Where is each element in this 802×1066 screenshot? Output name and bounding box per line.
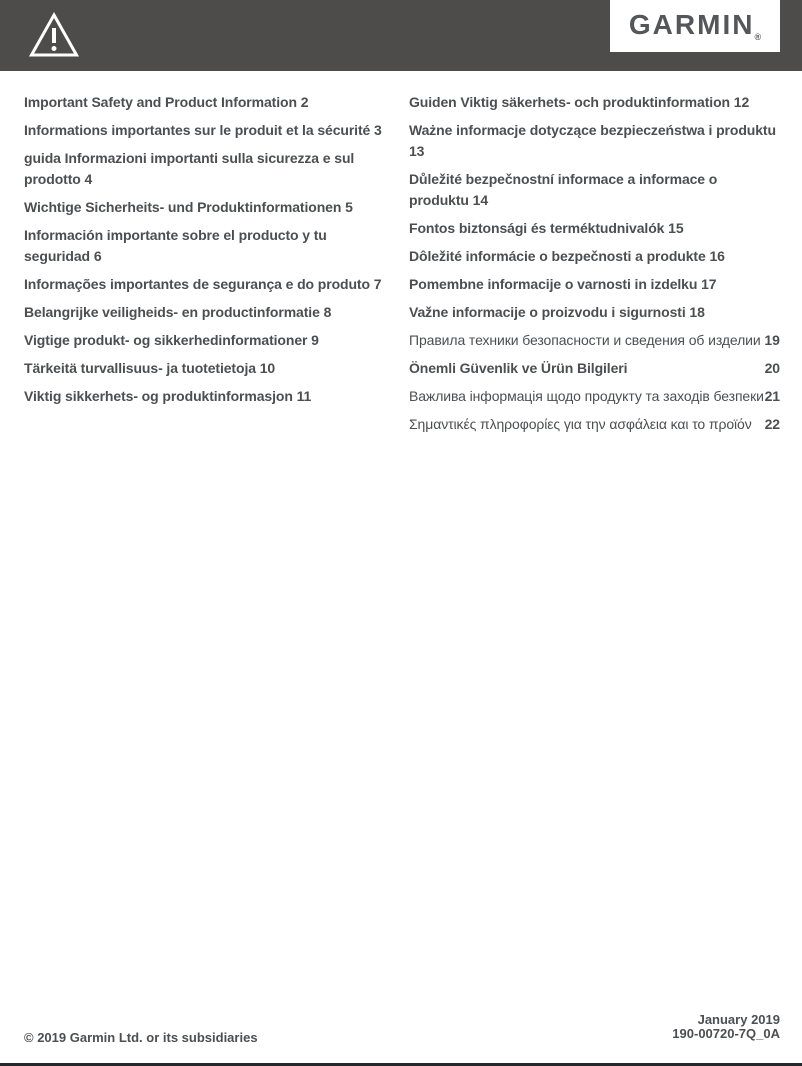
garmin-logo-text: $GARMIN_®$	[628, 8, 762, 42]
toc-entry	[409, 330, 780, 351]
toc-entry-title: Tärkeitä turvallisuus- ja tuotetietoja	[24, 360, 256, 376]
toc-entry	[24, 225, 386, 267]
toc-entry-title: Σημαντικές πληροφορίες για την ασφάλεια και το προϊόν	[409, 416, 752, 432]
toc-entry-page-number: 11	[296, 388, 312, 404]
toc-entry	[409, 218, 780, 239]
toc-entry-title: Viktig sikkerhets- og produktinformasjon	[24, 388, 293, 404]
registered-trademark-symbol: ®	[754, 31, 762, 42]
toc-entry	[24, 197, 386, 218]
header-bar	[0, 0, 802, 71]
toc-entry-title: Правила техники безопасности и сведения об изделии	[409, 332, 761, 348]
toc-entry-title: Fontos biztonsági és terméktudnivalók	[409, 220, 665, 236]
toc-entry-page-number: 21	[764, 388, 780, 404]
toc-entry-title: Informations importantes sur le produit et la sécurité	[24, 122, 371, 138]
toc-entry-page-number: 18	[689, 304, 705, 320]
copyright-notice: © 2019 Garmin Ltd. or its subsidiaries	[24, 1030, 258, 1045]
toc-entry-page-number: 2	[300, 94, 309, 110]
toc-entry	[409, 120, 780, 162]
toc-entry	[24, 358, 386, 379]
toc-entry-title: Wichtige Sicherheits- und Produktinformationen	[24, 199, 342, 215]
garmin-logo	[610, 0, 780, 52]
toc-entry-title: guida Informazioni importanti sulla sicurezza e sul prodotto	[24, 150, 355, 187]
toc-entry-page-number: 4	[84, 171, 93, 187]
toc-entry	[24, 302, 386, 323]
toc-entry-title: Ważne informacje dotyczące bezpieczeństwa i produktu	[409, 122, 776, 138]
toc-entry-page-number: 5	[345, 199, 353, 215]
toc-entry	[24, 386, 386, 407]
toc-entry-title: Důležité bezpečnostní informace a informace o produktu	[409, 171, 718, 208]
toc-column-left	[24, 92, 386, 442]
publication-date: January 2019	[697, 1012, 780, 1027]
toc-entry-page-number: 14	[472, 192, 489, 208]
toc-entry-title: Guiden Viktig säkerhets- och produktinformation	[409, 94, 730, 110]
toc-entry	[24, 148, 386, 190]
toc-entry-title: Önemli Güvenlik ve Ürün Bilgileri	[409, 360, 628, 376]
toc-entry-title: Важлива інформація щодо продукту та заходів безпеки	[409, 388, 764, 404]
publication-info	[672, 1013, 780, 1041]
toc-entry-page-number: 15	[668, 220, 684, 236]
toc-entry-page-number: 6	[93, 248, 102, 264]
toc-entry-page-number: 9	[311, 332, 319, 348]
toc-entry-title: Vigtige produkt- og sikkerhedinformationer	[24, 332, 308, 348]
toc-entry	[24, 274, 386, 295]
toc-entry-page-number: 16	[709, 248, 725, 264]
toc-entry-title: Informações importantes de segurança e do produto	[24, 276, 370, 292]
toc-entry	[409, 92, 780, 113]
toc-entry-title: Važne informacije o proizvodu i sigurnosti	[409, 304, 686, 320]
toc-entry	[24, 120, 386, 141]
toc-entry	[409, 246, 780, 267]
toc-entry-page-number: 12	[733, 94, 750, 110]
toc-entry	[24, 330, 386, 351]
toc-entry-page-number: 20	[764, 360, 780, 376]
toc-entry-page-number: 7	[373, 276, 382, 292]
toc-entry-page-number: 8	[323, 304, 332, 320]
toc-entry-page-number: 13	[409, 143, 425, 159]
table-of-contents	[24, 92, 780, 442]
toc-entry	[409, 414, 780, 435]
toc-entry	[409, 302, 780, 323]
toc-entry-page-number: 10	[259, 360, 276, 376]
toc-entry-title: Belangrijke veiligheids- en productinformatie	[24, 304, 320, 320]
toc-entry	[409, 358, 780, 379]
toc-entry-page-number: 19	[764, 332, 780, 348]
toc-entry	[409, 274, 780, 295]
toc-entry-page-number: 17	[701, 276, 717, 292]
part-number: 190-00720-7Q_0A	[672, 1026, 780, 1041]
toc-entry-page-number: 22	[764, 416, 780, 432]
toc-entry	[24, 92, 386, 113]
toc-entry-page-number: 3	[374, 122, 382, 138]
toc-entry	[409, 386, 780, 407]
toc-entry-title: Información importante sobre el producto y tu seguridad	[24, 227, 327, 264]
toc-entry-title: Dôležité informácie o bezpečnosti a produkte	[409, 248, 706, 264]
toc-entry-title: Important Safety and Product Information	[24, 94, 297, 110]
toc-entry	[409, 169, 780, 211]
toc-column-right	[409, 92, 780, 442]
warning-triangle-icon	[29, 11, 79, 61]
toc-entry-title: Pomembne informacije o varnosti in izdelku	[409, 276, 698, 292]
